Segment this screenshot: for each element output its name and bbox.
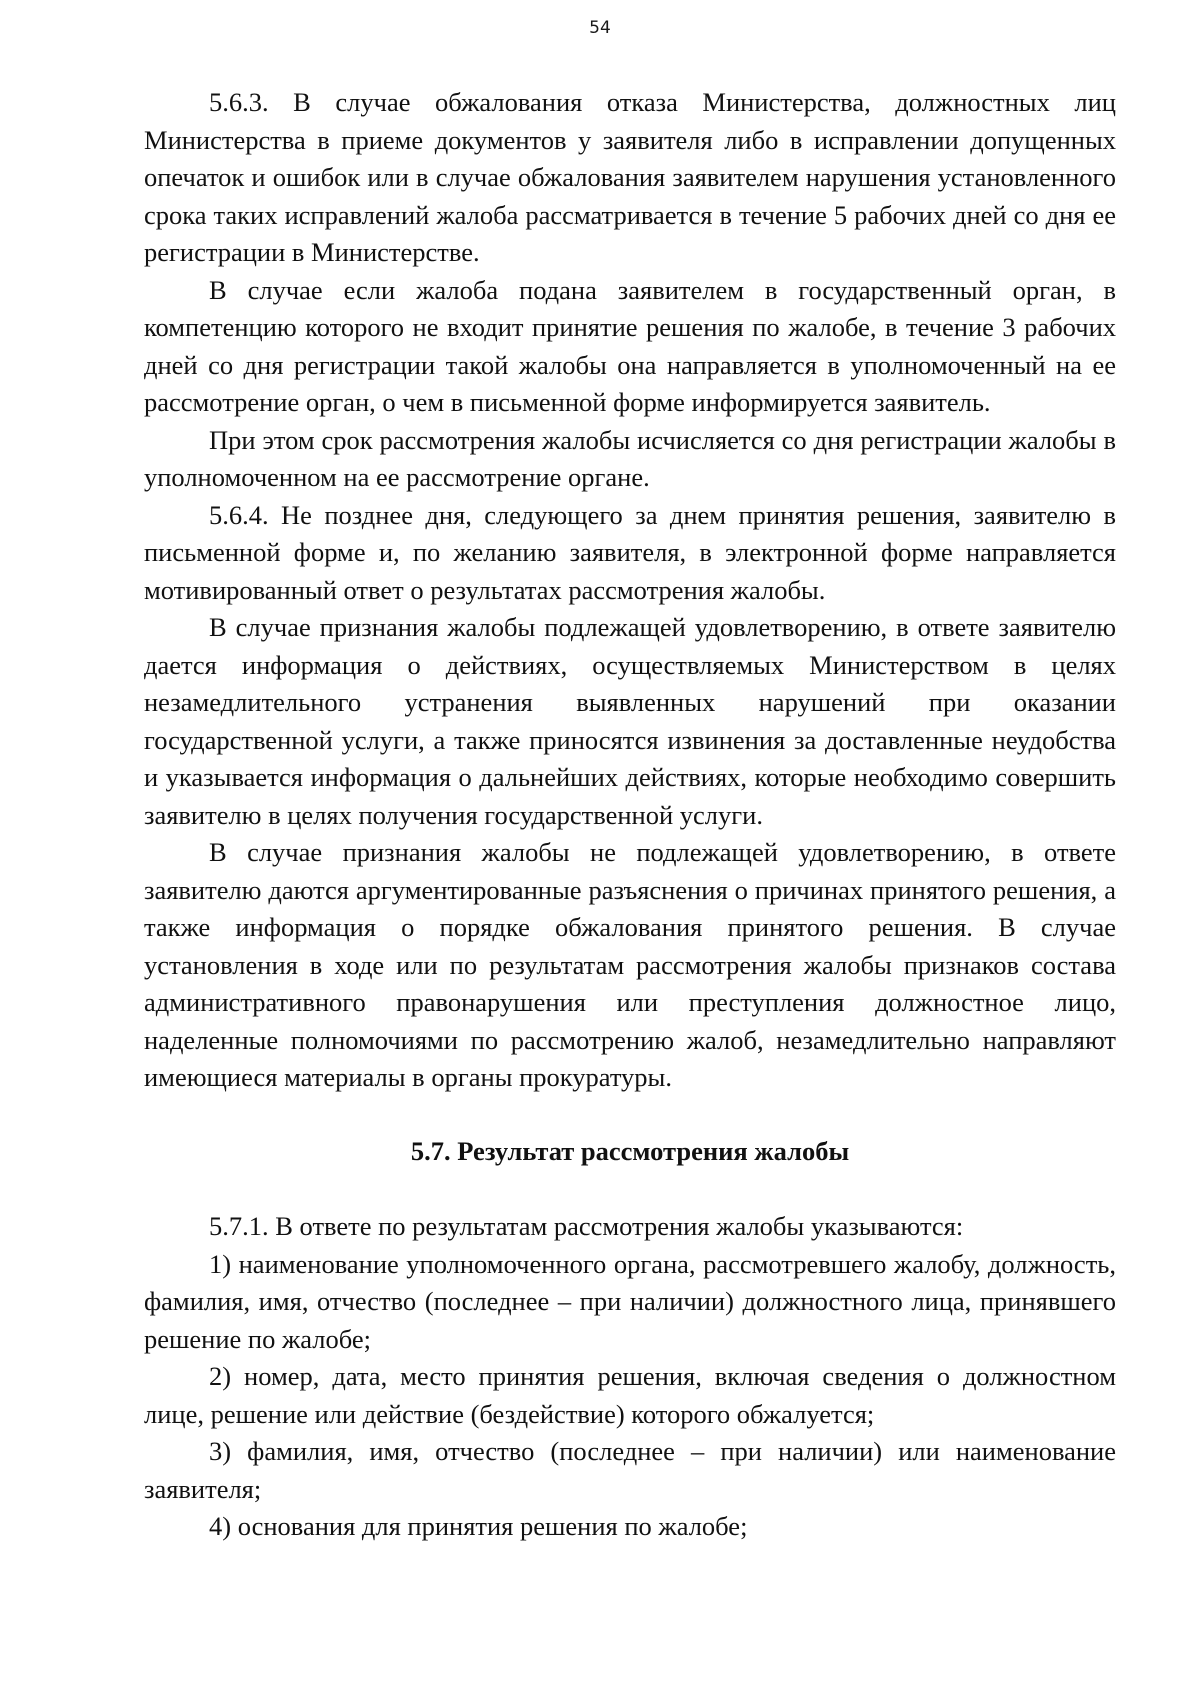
list-item-1: 1) наименование уполномоченного органа, рассмотревшего жалобу, должность, фамилия, имя, отчество (последнее – при наличии) должностного лица, принявшего решение по жалобе; xyxy=(144,1248,1116,1354)
paragraph-complaint-satisfied: В случае признания жалобы подлежащей удовлетворению, в ответе заявителю дается информация о действиях, осуществляемых Министерством в целях незамедлительного устранения выявленных нарушений при оказании государственной услуги, а также приносятся извинения за доставленные неудобства и указывается информация о дальнейших действиях, которые необходимо совершить заявителю в целях получения государственной услуги. xyxy=(144,612,1116,830)
paragraph-5-6-3: 5.6.3. В случае обжалования отказа Министерства, должностных лиц Министерства в приеме документов у заявителя либо в исправлении допущенных опечаток и ошибок или в случае обжалования заявителем нарушения установленного срока таких исправлений жалоба рассматривается в течение 5 рабочих дней со дня ее регистрации в Министерстве. xyxy=(144,87,1116,267)
page-number: 54 xyxy=(589,18,611,38)
document-body xyxy=(144,84,1116,1546)
list-item-4: 4) основания для принятия решения по жалобе; xyxy=(209,1511,748,1541)
paragraph-complaint-rejected: В случае признания жалобы не подлежащей удовлетворению, в ответе заявителю даются аргументированные разъяснения о причинах принятого решения, а также информация о порядке обжалования принятого решения. В случае установления в ходе или по результатам рассмотрения жалобы признаков состава административного правонарушения или преступления должностное лицо, наделенные полномочиями по рассмотрению жалоб, незамедлительно направляют имеющиеся материалы в органы прокуратуры. xyxy=(144,837,1116,1092)
list-item-2: 2) номер, дата, место принятия решения, включая сведения о должностном лице, решение или действие (бездействие) которого обжалуется; xyxy=(144,1361,1116,1429)
paragraph-complaint-redirect: В случае если жалоба подана заявителем в государственный орган, в компетенцию которого не входит принятие решения по жалобе, в течение 3 рабочих дней со дня регистрации такой жалобы она направляется в уполномоченный на ее рассмотрение орган, о чем в письменной форме информируется заявитель. xyxy=(144,274,1116,417)
paragraph-5-6-4: 5.6.4. Не позднее дня, следующего за днем принятия решения, заявителю в письменной форме и, по желанию заявителя, в электронной форме направляется мотивированный ответ о результатах рассмотрения жалобы. xyxy=(144,499,1116,605)
paragraph-5-7-1: 5.7.1. В ответе по результатам рассмотрения жалобы указываются: xyxy=(209,1211,964,1241)
list-item-3: 3) фамилия, имя, отчество (последнее – при наличии) или наименование заявителя; xyxy=(144,1436,1116,1504)
paragraph-review-term: При этом срок рассмотрения жалобы исчисляется со дня регистрации жалобы в уполномоченном на ее рассмотрение органе. xyxy=(144,424,1116,492)
section-heading-5-7: 5.7. Результат рассмотрения жалобы xyxy=(410,1135,850,1166)
